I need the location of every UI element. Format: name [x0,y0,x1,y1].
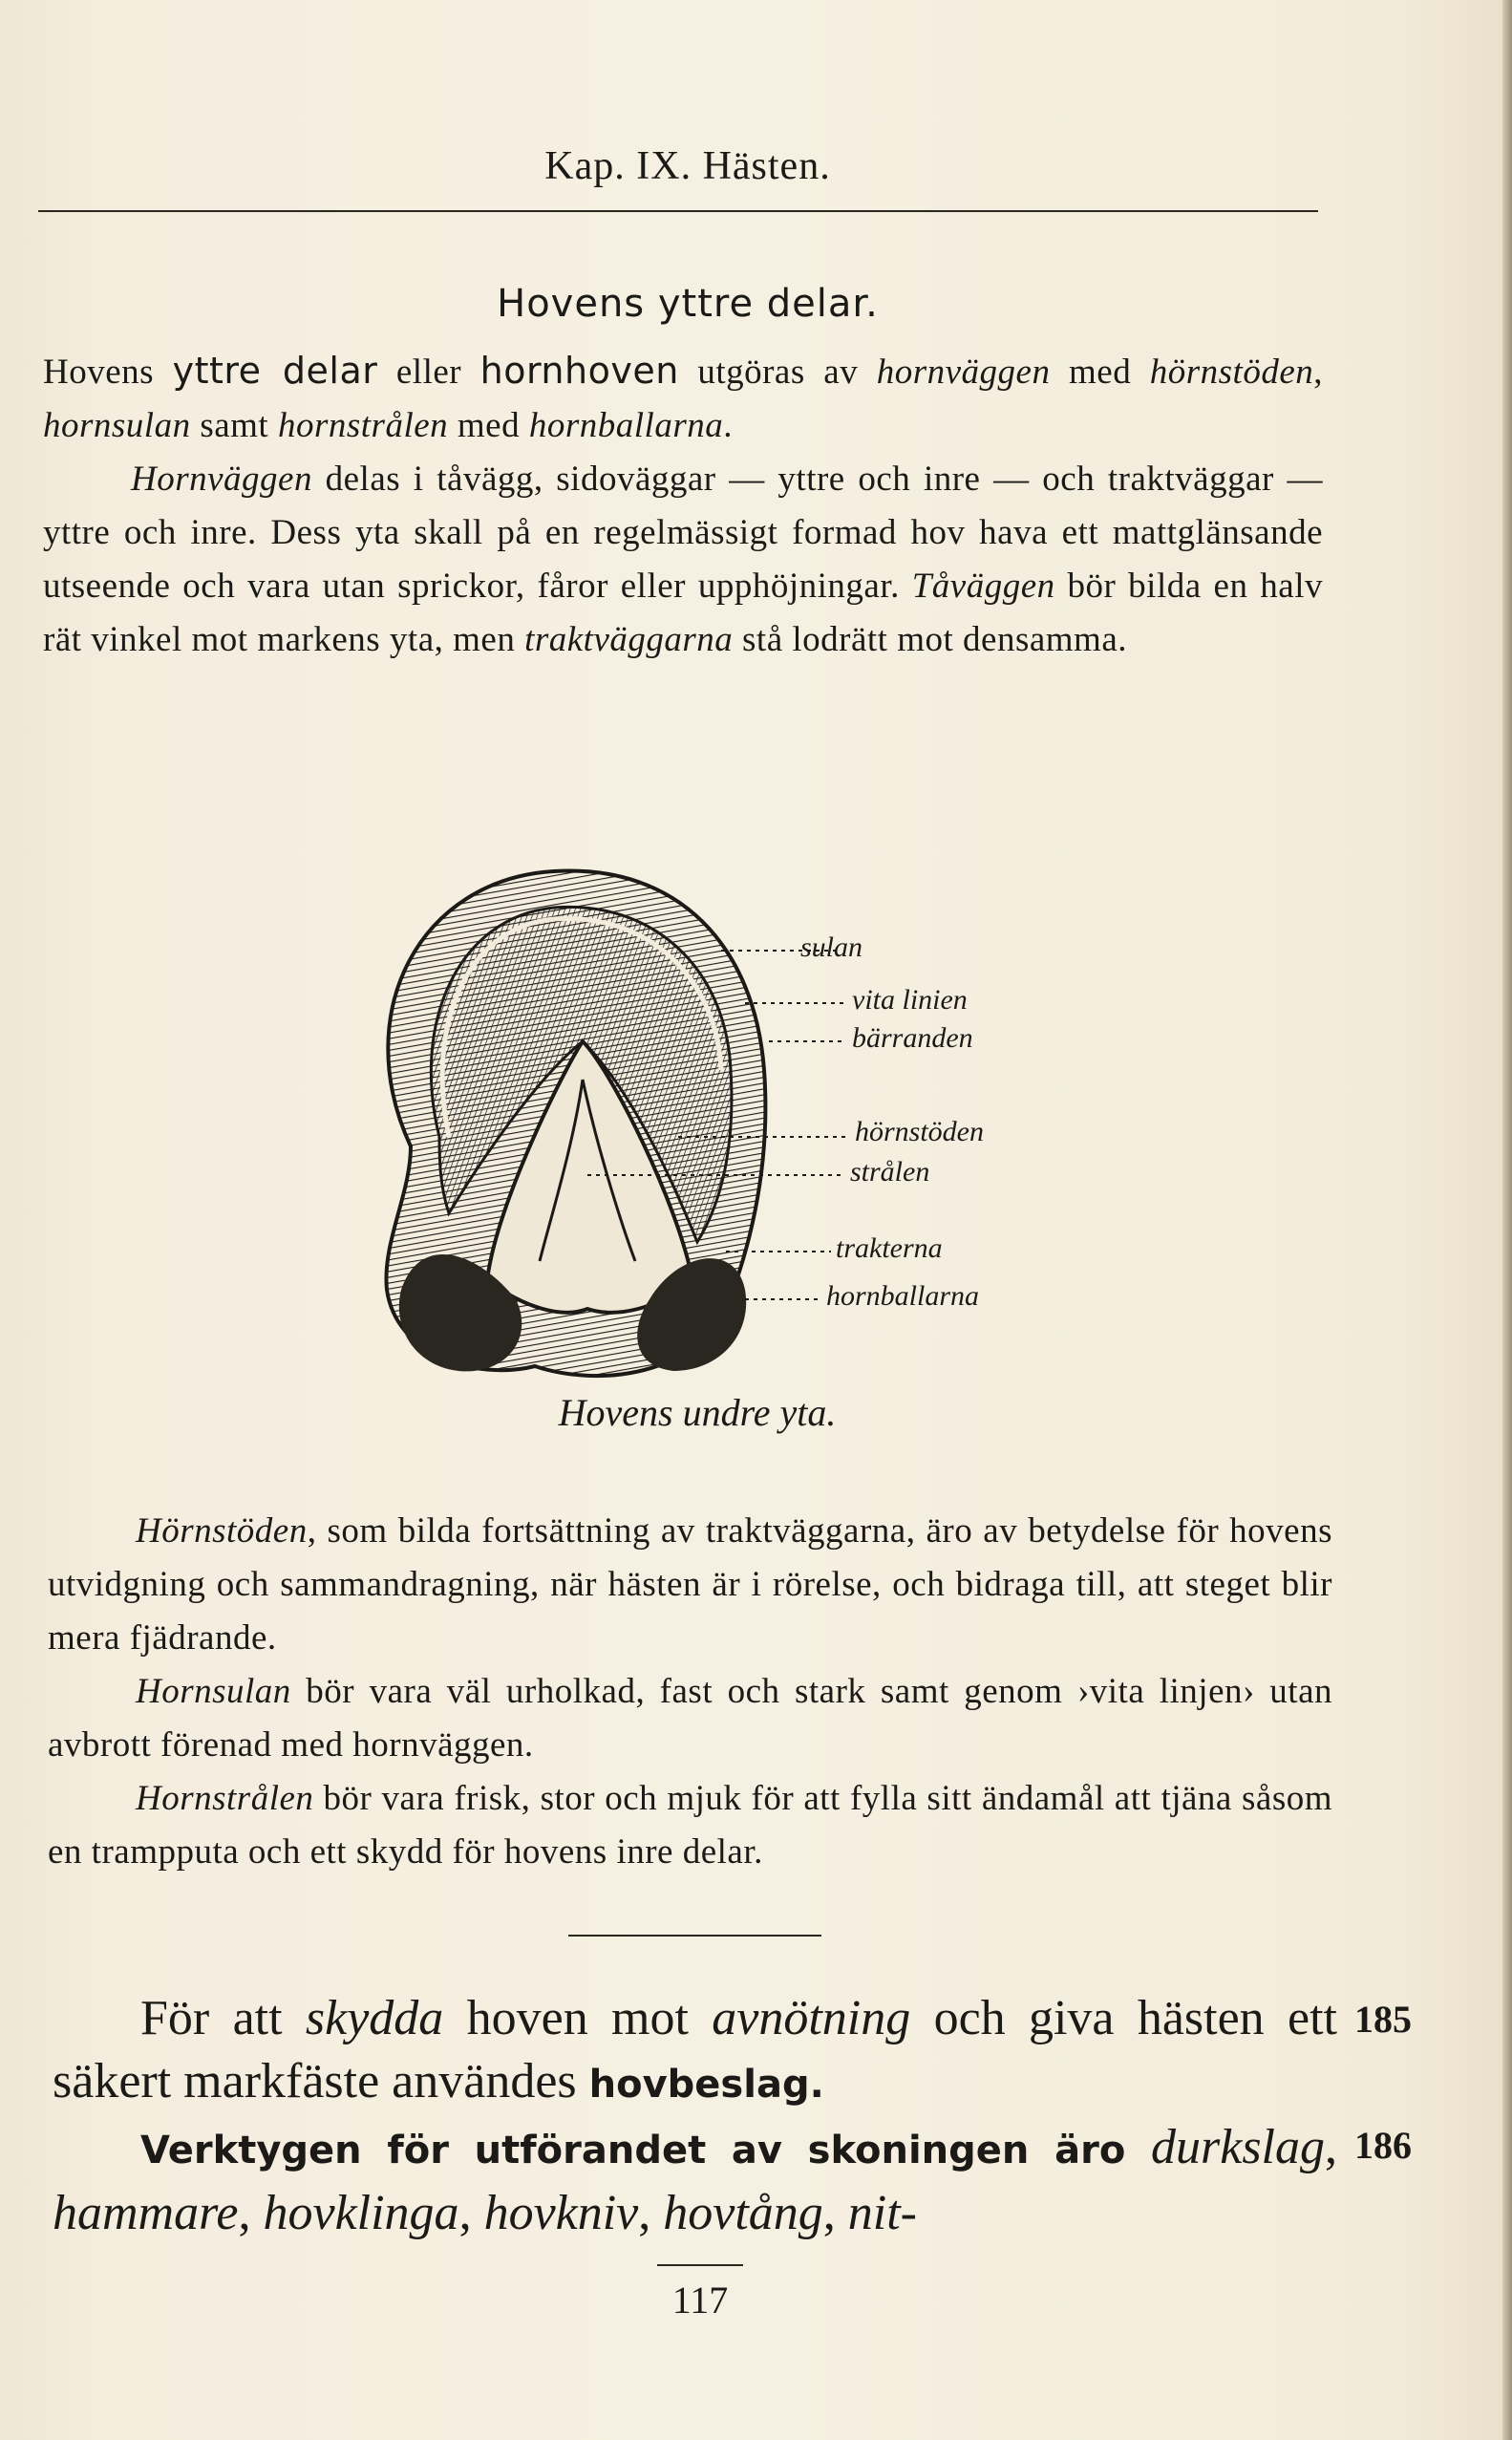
footer-rule [657,2264,743,2266]
page-number: 117 [671,2279,729,2322]
paragraph-1: Hovens yttre delar eller hornhoven utgöras av hornväggen med hörnstöden, hornsulan samt hornstrålen med hornballarna. [43,350,1323,445]
label-barranden: bärranden [852,1022,973,1054]
header-rule [38,210,1318,212]
label-vita-linien: vita linien [852,984,968,1016]
section-title: Hovens yttre delar. [497,282,879,326]
margin-number-186: 186 [1354,2124,1412,2167]
label-stralen: strålen [850,1156,930,1188]
paragraph-4: Hornsulan bör vara väl urholkad, fast och stark samt genom ›vita linjen› utan avbrott förenad med hornväggen. [48,1672,1332,1765]
section-divider [568,1935,821,1937]
label-sulan: sulan [800,931,863,963]
figure-caption: Hovens undre yta. [558,1391,837,1434]
paragraph-5: Hornstrålen bör vara frisk, stor och mjuk för att fylla sitt ändamål att tjäna såsom en trampputa och ett skydd för hovens inre delar. [48,1779,1332,1872]
large-type-text [53,1987,1337,2245]
paragraph-6: För att skydda hoven mot avnötning och giva hästen ett säkert markfäste användes hovbeslag. [53,1991,1337,2108]
intro-text [43,344,1323,667]
hoof-illustration [344,860,1070,1395]
label-trakterna: trakterna [836,1232,943,1264]
paragraph-2: Hornväggen delas i tåvägg, sidoväggar — yttre och inre — och traktväggar — yttre och inre. Dess yta skall på en regelmässigt formad hov hava ett mattglänsande utseende och vara utan sprickor, fåror eller upphöjningar. Tåväggen bör bilda en halv rät vinkel mot markens yta, men traktväggarna stå lodrätt mot densamma. [43,460,1324,659]
page-edge-shadow [1502,0,1512,2440]
running-head: Kap. IX. Hästen. [544,144,831,188]
label-hornballarna: hornballarna [826,1280,980,1312]
label-hornstoden: hörnstöden [855,1116,984,1147]
paragraph-3: Hörnstöden, som bilda fortsättning av traktväggarna, äro av betydelse för hovens utvidgning och sammandragning, när hästen är i rörelse, och bidraga till, att steget blir mera fjädrande. [48,1511,1332,1658]
description-text [48,1505,1332,1879]
margin-number-185: 185 [1354,1998,1412,2041]
paragraph-7: Verktygen för utförandet av skoningen äro durkslag, hammare, hovklinga, hovkniv, hovtång, nit- [53,2120,1337,2240]
